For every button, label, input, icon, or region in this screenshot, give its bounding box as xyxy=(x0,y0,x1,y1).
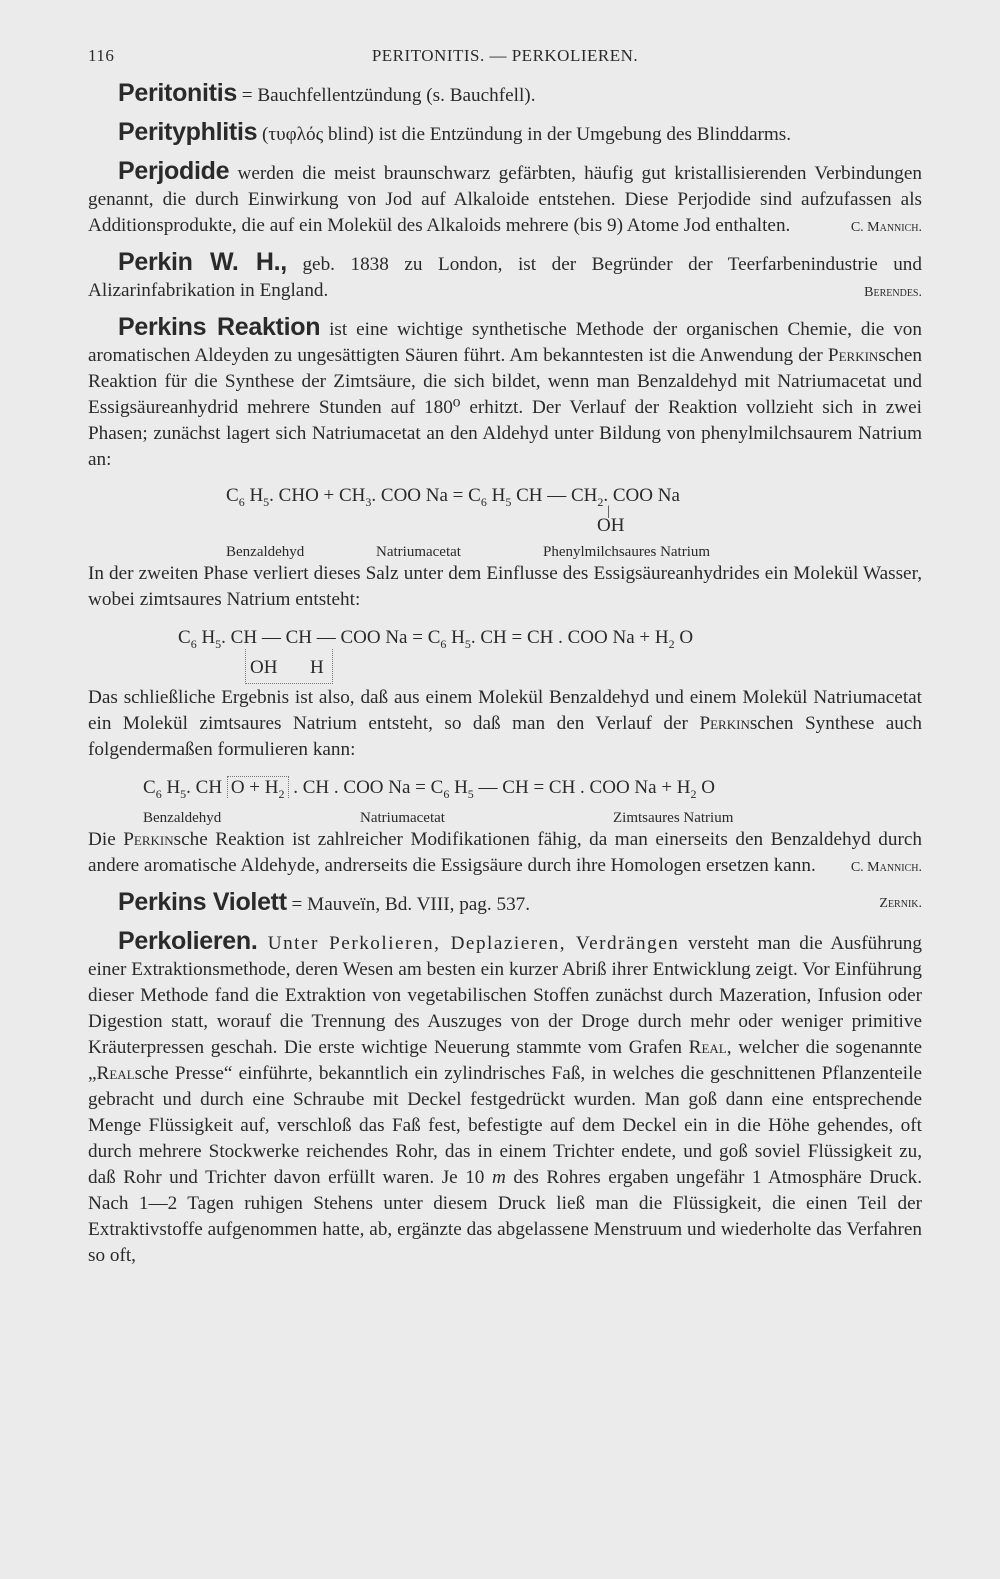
name-small-caps: Real xyxy=(688,1037,727,1058)
name-small-caps: Perkin xyxy=(123,829,174,850)
entry-text: = Mauveïn, Bd. VIII, pag. 537. xyxy=(286,894,531,915)
author-signature: Berendes. xyxy=(864,285,922,300)
lemma: Perkins Violett xyxy=(118,888,287,916)
lemma: Peritonitis xyxy=(118,79,237,107)
author-signature: C. Mannich. xyxy=(850,220,922,235)
caption-zimtsaures-natrium: Zimtsaures Natrium xyxy=(613,810,734,826)
page-number: 116 xyxy=(88,46,115,65)
formula-1 xyxy=(88,479,922,537)
lemma: Perkin W. H., xyxy=(118,248,287,276)
entry-text: ist eine wichtige synthetische Methode der organischen Chemie, die von aromatischen Aldeyden zu ungesättigten Säuren führt. Am bekanntesten ist die Anwendung der xyxy=(88,319,922,366)
caption-benzaldehyd: Benzaldehyd xyxy=(226,544,305,560)
entry-perkolieren: Perkolieren. Unter Perkolieren, Deplazieren, Verdrängen versteht man die Ausführung einer Extraktionsmethode, deren Wesen am besten ein kurzer Abriß ihrer Entwicklung zeigt. Vor Einführung dieser Methode fand die Extraktion von vegetabilischen Stoffen zunächst durch Mazeration, Infusion oder Digestion statt, worauf die Trennung des Auszuges von der Droge durch mehr oder weniger primitive Kräuterpressen geschah. Die erste wichtige Neuerung stammte vom Grafen Real, welcher die sogenannte „Realsche Presse“ einführte, bekanntlich ein zylindrisches Faß, in welches die geschnittenen Pflanzenteile gebracht und durch eine Schraube mit Deckel festgedrückt wurden. Man goß dann eine entsprechende Menge Flüssigkeit auf, verschloß das Faß fest, befestigte auf dem Deckel ein in die Höhe gehendes, oft durch mehrere Stockwerke reichendes Rohr, das in einem Trichter endete, und goß soviel Flüssigkeit zu, daß Rohr und Trichter davon erfüllt waren. Je 10 m des Rohres ergaben ungefähr 1 Atmosphäre Druck. Nach 1—2 Tagen ruhigen Stehens unter diesem Druck ließ man die Flüssigkeit, die einen Teil der Extraktivstoffe aufgenommen hatte, ab, ergänzte das abgelassene Menstruum und wiederholte das Verfahren so oft, xyxy=(88,927,922,1266)
name-small-caps: Real xyxy=(96,1063,135,1084)
entry-text: Das schließliche Ergebnis ist also, daß aus einem Molekül Benzaldehyd und einem Molekül Natriumacetat ein Molekül zimtsaures Natrium entsteht, so daß man den Verlauf der Perkinschen Synthese auch folgendermaßen formulieren kann: xyxy=(88,687,922,760)
formula-3-captions xyxy=(88,805,922,827)
author-signature: C. Mannich. xyxy=(850,860,922,875)
entry-text: werden die meist braunschwarz gefärbten, häufig gut kristallisierenden Verbindungen genannt, die durch Einwirkung von Jod auf Alkaloide entstehen. Diese Perjodide sind aufzufassen als Additionsprodukte, die auf ein Molekül des Alkaloids mehrere (bis 9) Atome Jod enthalten. xyxy=(88,163,922,236)
unit-italic: m xyxy=(491,1167,506,1188)
formula-1-captions xyxy=(88,539,922,561)
name-small-caps: Perkin xyxy=(827,345,879,366)
entry-text: schen Reaktion für die Synthese der Zimtsäure, die sich bildet, wenn man Benzaldehyd mit Natriumacetat und Essigsäureanhydrid mehrere Stunden auf 180⁰ erhitzt. Der Verlauf der Reaktion vollzieht sich in zwei Phasen; zunächst lagert sich Natriumacetat an den Aldehyd unter Bildung von phenylmilchsaurem Natrium an: xyxy=(88,345,922,470)
formula-3-line: $C_6$ $H_5$. CH $O + H_2$ . CH . COO $Na = C_6$ $H_5$ — CH = CH . COO $Na + H_2$ O xyxy=(143,777,715,801)
spaced-text: Unter Perkolieren, Deplazieren, Verdrängen xyxy=(257,933,680,954)
caption-natriumacetat: Natriumacetat xyxy=(360,810,445,826)
running-head xyxy=(88,40,922,70)
entry-text: geb. 1838 zu London, ist der Begründer der Teerfarbenindustrie und Alizarinfabrikation in England. xyxy=(88,254,922,301)
author-signature: Zernik. xyxy=(879,896,922,911)
entry-text: = Bauchfellentzündung (s. Bauchfell). xyxy=(236,85,536,106)
caption-phenylmilchsaures-natrium: Phenylmilchsaures Natrium xyxy=(543,544,711,560)
entry-perkins-violett xyxy=(88,889,922,918)
entry-text: (τυφλός blind) ist die Entzündung in der Umgebung des Blinddarms. xyxy=(257,124,792,145)
entry-perkins-reaktion xyxy=(88,314,922,879)
caption-natriumacetat: Natriumacetat xyxy=(376,544,461,560)
formula-1-line: $C_6$ $H_5$. CHO + $CH_3$. COO $Na = C_6$ $H_5$ CH — $CH_2$. COO Na xyxy=(226,485,680,509)
running-title: PERITONITIS. — PERKOLIEREN. xyxy=(371,46,639,65)
bond-bar: | xyxy=(607,504,610,519)
entry-perityphlitis xyxy=(88,119,922,148)
hydroxyl-group: OH xyxy=(597,515,625,536)
hydrogen-atom: H xyxy=(310,657,324,678)
formula-2-line: $C_6$ $H_5$. CH — CH — COO $Na = C_6$ $H_5$. CH = CH . COO $Na + H_2$ O xyxy=(178,627,694,651)
lemma: Perkolieren. xyxy=(118,927,258,955)
lemma: Perityphlitis xyxy=(118,118,258,146)
caption-benzaldehyd: Benzaldehyd xyxy=(143,810,222,826)
entry-perkin xyxy=(88,249,922,304)
entry-text: Die Perkinsche Reaktion ist zahlreicher Modifikationen fähig, da man einerseits den Benzaldehyd durch andere aromatische Aldehyde, andrerseits die Essigsäure durch ihre Homologen ersetzen kann. C. Mannich. xyxy=(88,827,922,879)
lemma: Perkins Reaktion xyxy=(118,313,321,341)
formula-3 xyxy=(88,769,922,803)
entry-perjodide xyxy=(88,158,922,239)
lemma: Perjodide xyxy=(118,157,230,185)
formula-2 xyxy=(88,619,922,683)
hydroxyl-group: OH xyxy=(250,657,278,678)
elimination-box: $O + H_2$ xyxy=(227,776,289,798)
entry-peritonitis xyxy=(88,80,922,109)
name-small-caps: Perkin xyxy=(699,713,750,734)
entry-text: versteht man die Ausführung einer Extraktionsmethode, deren Wesen am besten ein kurzer Abriß ihrer Entwicklung zeigt. Vor Einführung dieser Methode fand die Extraktion von vegetabilischen Stoffen zunächst durch Mazeration, Infusion oder Digestion statt, worauf die Trennung des Auszuges von der Droge durch mehr oder weniger primitive Kräuterpressen geschah. Die erste wichtige Neuerung stammte vom Grafen xyxy=(88,933,922,1058)
entry-text: In der zweiten Phase verliert dieses Salz unter dem Einflusse des Essigsäureanhydrides ein Molekül Wasser, wobei zimtsaures Natrium entsteht: xyxy=(88,563,922,610)
